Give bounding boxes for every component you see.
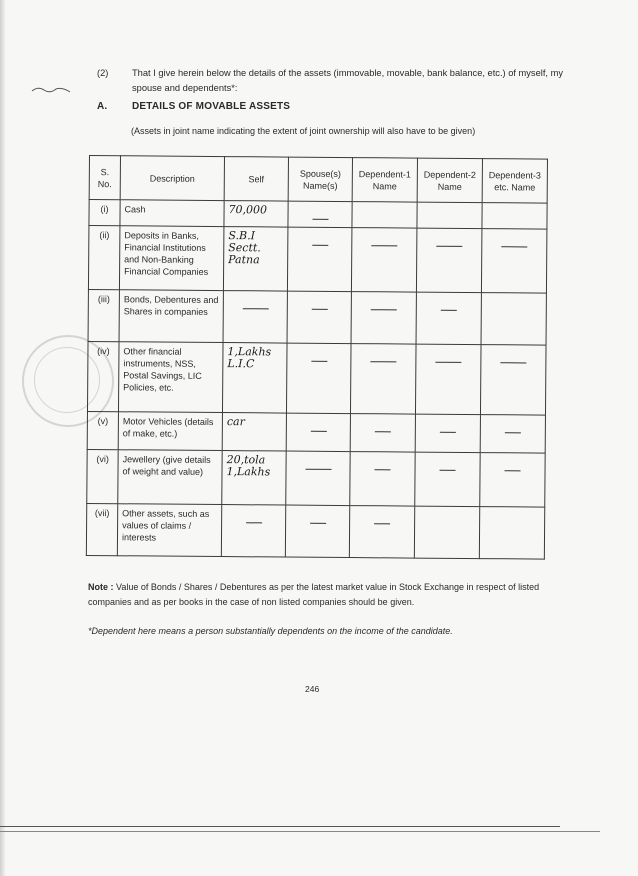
blank-dash [312,219,328,220]
note-text: Value of Bonds / Shares / Debentures as per the latest market value in Stock Exchange in respect of listed companies and as per books in the case of non listed companies should be given. [88,582,540,607]
row-dep1 [350,452,415,507]
row-dep2 [417,202,482,229]
header-self: Self [224,157,288,202]
blank-dash [441,310,457,311]
row-description: Motor Vehicles (details of make, etc.) [118,412,222,451]
section-subtitle: (Assets in joint name indicating the extent of joint ownership will also have to be given) [131,126,476,136]
row-description: Deposits in Banks, Financial Institutions and Non-Banking Financial Companies [119,226,223,291]
row-self [224,201,288,228]
row-dep2 [415,452,480,507]
bottom-rule-secondary [0,831,600,832]
row-dep1 [351,228,417,293]
blank-dash [501,246,527,247]
header-spouse: Spouse(s) Name(s) [288,157,352,202]
section-letter: A. [97,101,108,112]
blank-dash [374,523,390,524]
row-dep2 [414,506,479,559]
blank-dash [371,309,397,310]
row-self [222,413,286,452]
row-dep1 [350,344,416,415]
blank-dash [370,361,396,362]
row-spouse [287,291,351,344]
handwritten-value: 70,000 [228,203,268,217]
note-label: Note : [88,582,114,592]
blank-dash [505,432,521,433]
row-dep3 [481,229,547,294]
table-row [87,411,545,453]
row-description: Jewellery (give details of weight and value) [118,450,222,505]
blank-dash [500,362,526,363]
scan-edge [0,0,6,876]
row-dep2 [415,344,481,415]
row-self [223,227,288,292]
row-sno: (vii) [86,503,117,555]
row-dep2 [416,228,482,293]
row-dep1 [352,202,417,229]
row-spouse [286,343,351,414]
header-dependent-2: Dependent-2 Name [417,158,482,203]
row-self [222,451,286,506]
row-dep2 [415,414,480,453]
row-dep3 [481,293,546,346]
header-description: Description [120,156,224,201]
row-dep3 [482,203,547,230]
note-paragraph [88,580,558,610]
blank-dash [440,470,456,471]
handwritten-value: S.B.I Sectt. Patna [228,229,261,267]
row-dep2 [416,292,481,345]
blank-dash [375,469,391,470]
blank-dash [371,245,397,246]
blank-dash [312,245,328,246]
blank-dash [435,362,461,363]
movable-assets-table [86,155,548,560]
blank-dash [242,308,268,309]
row-spouse [286,451,350,506]
row-sno: (vi) [87,449,118,503]
blank-dash [305,469,331,470]
table-row [87,449,545,507]
header-dependent-1: Dependent-1 Name [352,158,417,203]
row-spouse [286,413,350,452]
header-sno: S. No. [89,156,120,200]
row-sno: (ii) [88,226,120,290]
handwritten-value: car [226,415,245,429]
row-sno: (iv) [87,341,119,411]
blank-dash [310,431,326,432]
blank-dash [311,309,327,310]
row-self [222,343,287,414]
table-header-row [89,156,547,204]
row-dep1 [350,414,415,453]
handwritten-value: 1,Lakhs L.I.C [227,345,272,371]
blank-dash [375,431,391,432]
row-description: Bonds, Debentures and Shares in companies [119,290,223,343]
row-sno: (v) [87,411,118,449]
row-self [223,291,287,344]
row-description: Other assets, such as values of claims / interests [117,504,221,557]
section-title: DETAILS OF MOVABLE ASSETS [132,101,291,112]
table-row [89,200,547,230]
dependent-footnote: *Dependent here means a person substantially dependents on the income of the candidate. [88,626,453,636]
table-row [88,289,546,345]
blank-dash [246,522,262,523]
row-sno: (i) [89,200,120,226]
blank-dash [440,432,456,433]
row-spouse [287,227,352,292]
row-description: Cash [120,200,224,227]
row-dep3 [480,415,545,454]
intro-number: (2) [97,68,109,78]
blank-dash [505,470,521,471]
handwritten-value: 20,tola 1,Lakhs [226,453,271,479]
row-self [221,505,285,558]
table-row [87,341,546,415]
blank-dash [310,523,326,524]
row-dep1 [351,292,416,345]
row-dep3 [480,453,545,508]
row-sno: (iii) [88,289,119,341]
row-dep3 [480,345,546,416]
row-dep3 [479,507,544,560]
margin-scribble [30,82,74,96]
intro-text: That I give herein below the details of the assets (immovable, movable, bank balance, etc.) of myself, my spouse and dependents*: [132,68,563,93]
row-dep1 [349,506,414,559]
table-row [86,503,544,559]
row-spouse [285,505,349,558]
page-number: 246 [305,684,320,694]
table-row [88,226,546,294]
row-spouse [288,201,352,228]
bottom-rule [0,826,560,827]
blank-dash [311,361,327,362]
row-description: Other financial instruments, NSS, Postal Savings, LIC Policies, etc. [118,342,223,413]
blank-dash [436,246,462,247]
header-dependent-3: Dependent-3 etc. Name [482,159,547,204]
